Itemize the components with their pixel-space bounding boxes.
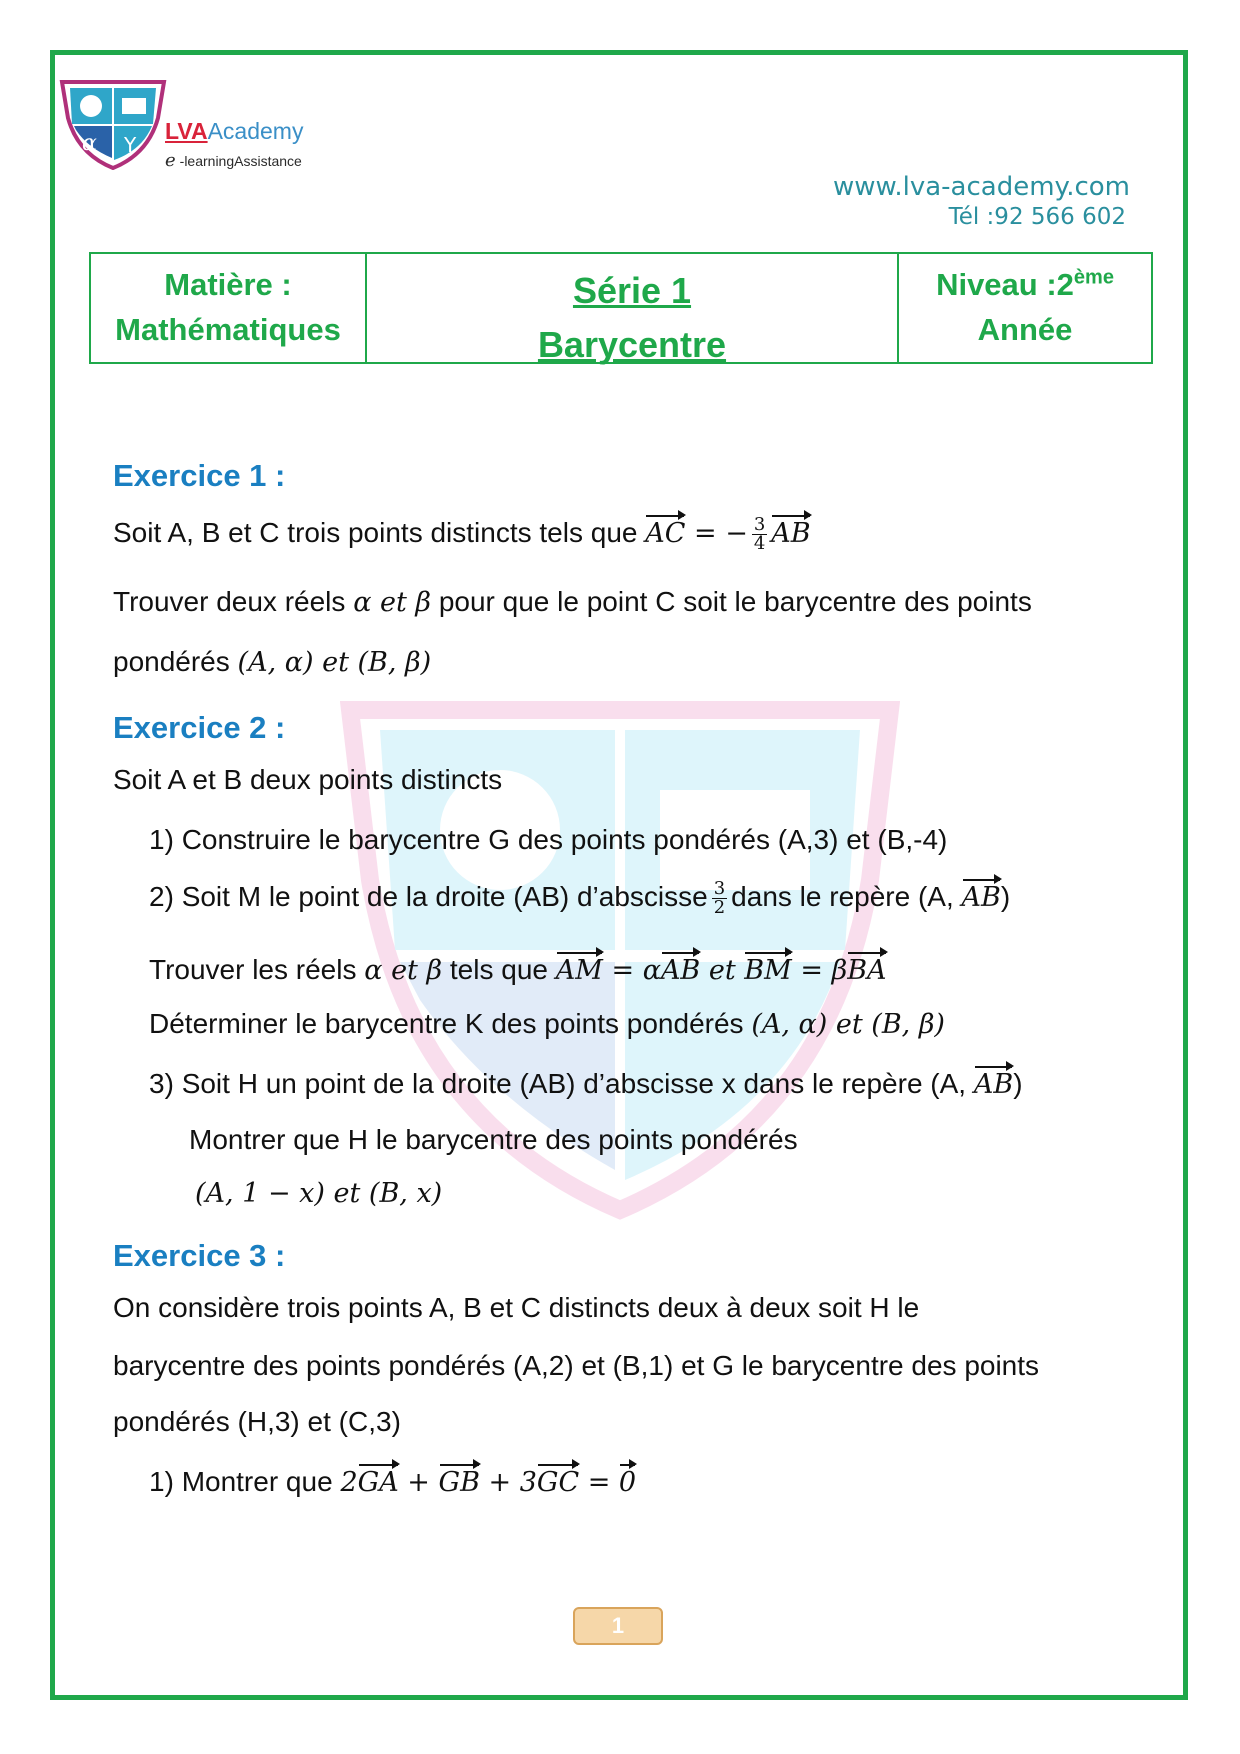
topic-title: Barycentre (537, 324, 727, 365)
ex2-q2b-math-a: α et β (364, 955, 443, 986)
exercise2-q2c (149, 1008, 945, 1040)
phone-number: Tél :92 566 602 (948, 204, 1126, 230)
exercise2-q2 (149, 880, 1010, 917)
ex2-q2-close: ) (1000, 880, 1011, 912)
equals: = (579, 1467, 619, 1498)
vector-ab: AB (973, 1069, 1014, 1100)
exercise2-q1 (149, 824, 947, 856)
ex1-l2-text-a: Trouver deux réels (113, 586, 346, 617)
exercise3-q1 (149, 1466, 636, 1498)
zero-vector: 0 (618, 1467, 637, 1498)
subject-cell (91, 254, 367, 362)
ex2-q2b-equation (556, 955, 887, 986)
ex2-q3-close: ) (1013, 1068, 1023, 1099)
subject-label: Matière : (164, 267, 292, 302)
brand-lva: LVA (165, 118, 208, 144)
vector-ab: AB (771, 518, 811, 549)
subject-value: Mathématiques (115, 312, 341, 347)
ex1-l1-eq: = − (685, 518, 748, 549)
eq-et: et (700, 955, 745, 986)
frac-num: 3 (753, 514, 766, 535)
lva-academy-logo (58, 78, 168, 170)
ex1-l2-math: α et β (353, 587, 432, 618)
brand-name (165, 118, 303, 145)
ex2-q1-text: Construire le barycentre G des points pondérés (A,3) et (B,-4) (181, 824, 948, 855)
ex2-q1-num: 1) (149, 824, 174, 855)
level-label: Niveau :2 (936, 267, 1074, 302)
vector-ab: AB (660, 955, 701, 986)
svg-text:Y: Y (124, 133, 137, 157)
website-link[interactable]: www.lva-academy.com (832, 172, 1130, 202)
ex3-q1-equation (340, 1467, 636, 1498)
level-sup: ème (1073, 266, 1114, 289)
eq-alpha: = α (602, 955, 661, 986)
eq-beta: = β (791, 955, 848, 986)
plus-1: + (398, 1467, 439, 1498)
vector-gb: GB (438, 1467, 480, 1498)
exercise2-intro: Soit A et B deux points distincts (113, 764, 503, 795)
exercise3-line1: On considère trois points A, B et C distincts deux à deux soit H le (113, 1292, 920, 1323)
ex2-q2-text-b: dans le repère (A, (731, 880, 954, 912)
ex2-q2c-math: (A, α) et (B, β) (751, 1009, 945, 1040)
vector-am: AM (555, 955, 603, 986)
exercise2-q2b (149, 954, 887, 986)
ex3-q1-num: 1) (149, 1466, 174, 1497)
vector-gc: GC (536, 1467, 580, 1498)
frac-num: 3 (713, 878, 726, 899)
ex1-l1-math (645, 514, 811, 554)
fraction-3-4 (752, 516, 767, 553)
exercise3-line3: pondérés (H,3) et (C,3) (113, 1406, 401, 1437)
exercise3-line2: barycentre des points pondérés (A,2) et (B,1) et G le barycentre des points (113, 1350, 1040, 1381)
page-number-badge: 1 (573, 1607, 663, 1645)
tagline-text: -learningAssistance (179, 153, 302, 169)
ex1-l3-text: pondérés (113, 646, 230, 677)
exercise1-line1 (113, 516, 811, 553)
vector-bm: BM (744, 955, 792, 986)
exercise3-title: Exercice 3 : (113, 1238, 286, 1273)
ex3-q1-text: Montrer que (181, 1466, 333, 1497)
ex1-l1-text: Soit A, B et C trois points distincts tels que (113, 517, 638, 548)
coef-2: 2 (340, 1467, 358, 1498)
brand-tagline (165, 150, 302, 171)
fraction-3-2 (712, 880, 727, 917)
tagline-e: e (165, 150, 176, 171)
ex2-q2b-text: Trouver les réels (149, 954, 357, 985)
level-cell (899, 254, 1151, 362)
exercise2-q3c: (A, 1 − x) et (B, x) (195, 1178, 443, 1209)
ex2-q3-num: 3) (149, 1068, 174, 1099)
frac-den: 4 (753, 533, 766, 554)
vector-ab: AB (961, 881, 1001, 913)
frac-den: 2 (713, 897, 726, 918)
ex2-q3-text: Soit H un point de la droite (AB) d’abscisse x dans le repère (A, (181, 1068, 967, 1099)
vector-ac: AC (645, 518, 686, 549)
exercise2-q3b: Montrer que H le barycentre des points pondérés (189, 1124, 798, 1155)
ex1-l2-text-b: pour que le point C soit le barycentre des points (438, 586, 1032, 617)
exercise1-title: Exercice 1 : (113, 458, 286, 493)
ex1-l3-math: (A, α) et (B, β) (237, 647, 432, 678)
vector-ga: GA (357, 1467, 399, 1498)
exercise1-line2 (113, 586, 1032, 618)
brand-academy: Academy (207, 118, 304, 144)
ex2-q2-text-a: Soit M le point de la droite (AB) d’abscisse (181, 880, 708, 912)
header-table (89, 252, 1153, 364)
svg-text:α: α (82, 131, 97, 156)
plus-3: + 3 (479, 1467, 537, 1498)
ex2-q2c-text: Déterminer le barycentre K des points pondérés (149, 1008, 744, 1039)
exercise2-q3 (149, 1068, 1023, 1100)
ex2-q2b-text-b: tels que (449, 954, 548, 985)
exercise1-line3 (113, 646, 431, 678)
level-year: Année (977, 312, 1073, 347)
exercise2-title: Exercice 2 : (113, 710, 286, 745)
ex2-q2-num: 2) (149, 880, 174, 912)
vector-ba: BA (847, 955, 887, 986)
series-title: Série 1 (572, 270, 692, 311)
series-cell (367, 254, 899, 365)
